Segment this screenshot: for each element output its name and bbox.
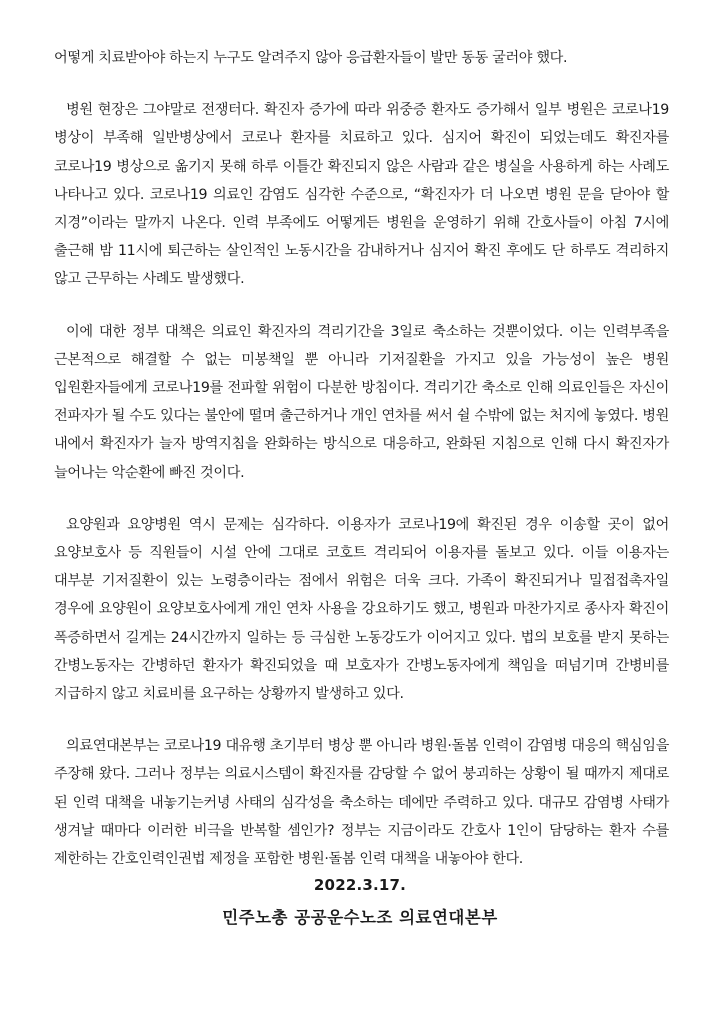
- organization-signature: 민주노총 공공운수노조 의료연대본부: [222, 908, 498, 927]
- statement-date: 2022.3.17.: [313, 876, 407, 894]
- paragraph-hospital-field: 병원 현장은 그야말로 전쟁터다. 확진자 증가에 따라 위중증 환자도 증가해서 일부 병원은 코로나19 병상이 부족해 일반병상에서 코로나 환자를 치료하고 있다. 심지어 확진이 되었는데도 확진자를 코로나19 병상으로 옮기지 못해 하루 이틀간 확진되지 않은 사람과 같은 병실을 사용하게 하는 사례도 나타나고 있다. 코로나19 의료인 감염도 심각한 수준으로, “확진자가 더 나오면 병원 문을 닫아야 할 지경”이라는 말까지 나온다. 인력 부족에도 어떻게든 병원을 운영하기 위해 간호사들이 아침 7시에 출근해 밤 11시에 퇴근하는 살인적인 노동시간을 감내하거나 심지어 확진 후에도 단 하루도 격리하지 않고 근무하는 사례도 발생했다.: [54, 102, 669, 288]
- paragraph-demands: 의료연대본부는 코로나19 대유행 초기부터 병상 뿐 아니라 병원·돌봄 인력이 감염병 대응의 핵심임을 주장해 왔다. 그러나 정부는 의료시스템이 확진자를 감당할 수 없어 붕괴하는 상황이 될 때까지 제대로 된 인력 대책을 내놓기는커녕 사태의 심각성을 축소하는 데에만 주력하고 있다. 대규모 감염병 사태가 생겨날 때마다 이러한 비극을 반복할 셈인가? 정부는 지금이라도 간호사 1인이 담당하는 환자 수를 제한하는 간호인력인권법 제정을 포함한 병원·돌봄 인력 대책을 내놓아야 한다.: [54, 738, 669, 868]
- document-body: [54, 44, 669, 873]
- paragraph-government-measures: 이에 대한 정부 대책은 의료인 확진자의 격리기간을 3일로 축소하는 것뿐이었다. 이는 인력부족을 근본적으로 해결할 수 없는 미봉책일 뿐 아니라 기저질환을 가지고 있을 가능성이 높은 병원 입원환자들에게 코로나19를 전파할 위험이 다분한 방침이다. 격리기간 축소로 인해 의료인들은 자신이 전파자가 될 수도 있다는 불안에 떨며 출근하거나 개인 연차를 써서 쉴 수밖에 없는 처지에 놓였다. 병원 내에서 확진자가 늘자 방역지침을 완화하는 방식으로 대응하고, 완화된 지침으로 인해 다시 확진자가 늘어나는 악순환에 빠진 것이다.: [54, 323, 669, 481]
- paragraph-continuation: 어떻게 치료받아야 하는지 누구도 알려주지 않아 응급환자들이 발만 동동 굴러야 했다.: [54, 50, 568, 66]
- paragraph-nursing-homes: 요양원과 요양병원 역시 문제는 심각하다. 이용자가 코로나19에 확진된 경우 이송할 곳이 없어 요양보호사 등 직원들이 시설 안에 그대로 코호트 격리되어 이용자를 돌보고 있다. 이들 이용자는 대부분 기저질환이 있는 노령층이라는 점에서 위험은 더욱 크다. 가족이 확진되거나 밀접접촉자일 경우에 요양원이 요양보호사에게 개인 연차 사용을 강요하기도 했고, 병원과 마찬가지로 종사자 확진이 폭증하면서 길게는 24시간까지 일하는 등 극심한 노동강도가 이어지고 있다. 법의 보호를 받지 못하는 간병노동자는 간병하던 환자가 확진되었을 때 보호자가 간병노동자에게 책임을 떠넘기며 간병비를 지급하지 않고 치료비를 요구하는 상황까지 발생하고 있다.: [54, 516, 669, 703]
